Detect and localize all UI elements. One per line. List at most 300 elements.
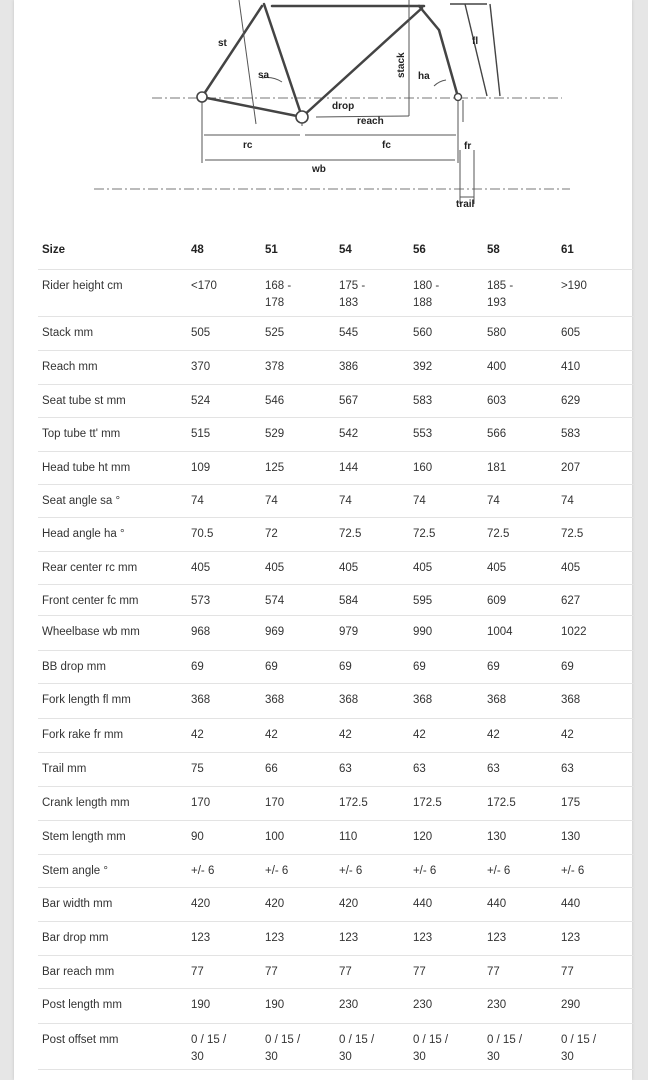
row-value (265, 269, 339, 316)
row-value (561, 752, 635, 786)
value-line: 77 (338, 965, 352, 978)
row-value (191, 484, 265, 517)
value-line: 175 - (338, 279, 366, 292)
row-value (191, 887, 265, 921)
row-label: Fork length fl mm (38, 683, 191, 718)
row-value (191, 820, 265, 854)
row-value (413, 786, 487, 820)
value-line: +/- 6 (486, 864, 511, 877)
row-value (413, 854, 487, 887)
value-line: 0 / 15 / (191, 1033, 227, 1046)
row-value (413, 451, 487, 484)
value-line: 170 (191, 796, 211, 809)
row-value (413, 584, 487, 615)
value-line: 400 (486, 360, 507, 373)
value-line: 969 (265, 625, 285, 638)
table-row (38, 350, 635, 384)
row-value (339, 854, 413, 887)
row-value (561, 988, 635, 1023)
value-line: 74 (560, 494, 574, 507)
value-line: 410 (560, 360, 581, 373)
value-line: 524 (191, 394, 211, 407)
row-value (487, 615, 561, 650)
value-line: 405 (560, 561, 581, 574)
table-row (38, 650, 635, 683)
value-line: 69 (412, 660, 426, 673)
value-line: 160 (412, 461, 433, 474)
value-line: 72.5 (486, 527, 510, 540)
value-line: 63 (412, 762, 426, 775)
header-size-58: 58 (487, 233, 561, 269)
row-value (191, 417, 265, 451)
table-row (38, 484, 635, 517)
value-line: 420 (338, 897, 359, 910)
row-value (265, 551, 339, 584)
value-line: 990 (412, 625, 433, 638)
diagram-label-trail: trail (456, 199, 475, 210)
row-value (413, 417, 487, 451)
table-row (38, 451, 635, 484)
row-value (191, 921, 265, 955)
table-row (38, 955, 635, 988)
table-row (38, 269, 635, 316)
row-value (413, 484, 487, 517)
value-line: 515 (191, 427, 211, 440)
table-row (38, 752, 635, 786)
row-value (191, 584, 265, 615)
value-line: 42 (486, 728, 500, 741)
value-line: 69 (338, 660, 352, 673)
row-value (339, 350, 413, 384)
value-line: 72 (265, 527, 278, 540)
row-label: Rider height cm (38, 269, 191, 316)
value-line: 109 (191, 461, 211, 474)
value-line: 77 (412, 965, 426, 978)
value-line: 123 (560, 931, 581, 944)
value-line: 42 (191, 728, 204, 741)
value-line: 368 (560, 693, 581, 706)
row-value (487, 718, 561, 752)
value-line: 69 (265, 660, 278, 673)
row-value (487, 551, 561, 584)
row-value (413, 316, 487, 350)
row-value (561, 1023, 635, 1069)
table-row (38, 1023, 635, 1069)
value-line: 560 (412, 326, 433, 339)
row-value (413, 921, 487, 955)
table-row (38, 854, 635, 887)
row-value (561, 718, 635, 752)
value-line: 290 (560, 998, 581, 1011)
row-value (339, 718, 413, 752)
value-line: 69 (191, 660, 204, 673)
value-line: 69 (486, 660, 500, 673)
value-line: 566 (486, 427, 507, 440)
row-value (487, 417, 561, 451)
table-body (38, 269, 635, 1069)
value-line: 125 (265, 461, 285, 474)
value-line: +/- 6 (338, 864, 363, 877)
row-value (339, 820, 413, 854)
value-line: 190 (191, 998, 211, 1011)
row-label: Bar width mm (38, 887, 191, 921)
row-label: Fork rake fr mm (38, 718, 191, 752)
table-row (38, 384, 635, 417)
row-value (487, 752, 561, 786)
frame-geometry-diagram (14, 0, 632, 228)
diagram-label-stack: stack (396, 52, 407, 78)
row-value (413, 718, 487, 752)
row-value (191, 786, 265, 820)
row-value (339, 752, 413, 786)
value-line: 74 (486, 494, 500, 507)
value-line: 370 (191, 360, 211, 373)
row-value (413, 887, 487, 921)
row-value (191, 551, 265, 584)
value-line: 30 (338, 1050, 352, 1063)
row-value (487, 269, 561, 316)
row-value (191, 269, 265, 316)
row-label: Bar drop mm (38, 921, 191, 955)
row-value (561, 887, 635, 921)
row-value (487, 683, 561, 718)
value-line: 172.5 (412, 796, 442, 809)
diagram-label-fc: fc (382, 140, 391, 151)
header-size-54: 54 (339, 233, 413, 269)
value-line: 120 (412, 830, 433, 843)
value-line: 584 (338, 594, 359, 607)
row-value (487, 316, 561, 350)
row-label: Stem length mm (38, 820, 191, 854)
row-value (487, 384, 561, 417)
table-row (38, 584, 635, 615)
row-value (265, 350, 339, 384)
row-value (561, 615, 635, 650)
value-line: 605 (560, 326, 581, 339)
row-value (339, 683, 413, 718)
value-line: 392 (412, 360, 433, 373)
row-value (561, 350, 635, 384)
geometry-table (38, 233, 635, 1070)
value-line: 230 (412, 998, 433, 1011)
value-line: 368 (191, 693, 211, 706)
diagram-label-sa: sa (258, 70, 270, 81)
row-value (487, 484, 561, 517)
row-value (413, 683, 487, 718)
value-line: 0 / 15 / (560, 1033, 597, 1046)
row-value (487, 517, 561, 551)
value-line: 609 (486, 594, 507, 607)
value-line: 0 / 15 / (412, 1033, 449, 1046)
header-size-61: 61 (561, 233, 635, 269)
header-size-label: Size (38, 233, 191, 269)
value-line: 130 (486, 830, 507, 843)
value-line: 546 (265, 394, 285, 407)
row-value (265, 887, 339, 921)
value-line: 110 (338, 830, 358, 843)
row-value (265, 988, 339, 1023)
row-value (339, 584, 413, 615)
value-line: 74 (191, 494, 204, 507)
value-line: 63 (338, 762, 352, 775)
value-line: 529 (265, 427, 285, 440)
row-value (265, 820, 339, 854)
row-value (265, 683, 339, 718)
row-value (265, 384, 339, 417)
table-header-row (38, 233, 635, 269)
row-value (339, 887, 413, 921)
row-value (561, 451, 635, 484)
value-line: 72.5 (560, 527, 584, 540)
row-label: Wheelbase wb mm (38, 615, 191, 650)
row-value (265, 584, 339, 615)
row-value (413, 615, 487, 650)
value-line: 30 (412, 1050, 426, 1063)
value-line: 368 (412, 693, 433, 706)
value-line: 386 (338, 360, 359, 373)
row-label: Trail mm (38, 752, 191, 786)
value-line: 979 (338, 625, 359, 638)
row-value (339, 316, 413, 350)
row-value (561, 316, 635, 350)
header-size-56: 56 (413, 233, 487, 269)
row-value (191, 955, 265, 988)
table-row (38, 316, 635, 350)
row-value (561, 584, 635, 615)
value-line: 567 (338, 394, 359, 407)
table-row (38, 820, 635, 854)
row-value (265, 417, 339, 451)
diagram-label-drop: drop (332, 101, 355, 112)
row-value (561, 683, 635, 718)
row-value (265, 650, 339, 683)
row-label: Stem angle ° (38, 854, 191, 887)
row-value (487, 650, 561, 683)
value-line: 188 (412, 296, 433, 309)
row-value (339, 451, 413, 484)
value-line: 368 (486, 693, 507, 706)
value-line: 42 (412, 728, 426, 741)
diagram-label-rc: rc (243, 140, 253, 151)
value-line: 100 (265, 830, 285, 843)
row-value (561, 650, 635, 683)
diagram-label-fl: fl (472, 36, 479, 47)
row-value (265, 484, 339, 517)
value-line: 405 (338, 561, 359, 574)
row-value (265, 786, 339, 820)
diagram-label-ha: ha (418, 71, 430, 82)
row-value (191, 650, 265, 683)
row-label: Seat tube st mm (38, 384, 191, 417)
row-value (413, 551, 487, 584)
row-value (191, 350, 265, 384)
row-value (487, 350, 561, 384)
value-line: 574 (265, 594, 285, 607)
value-line: 42 (338, 728, 352, 741)
value-line: 77 (191, 965, 204, 978)
value-line: 180 - (412, 279, 440, 292)
diagram-label-st: st (218, 38, 227, 49)
header-size-48: 48 (191, 233, 265, 269)
row-value (191, 384, 265, 417)
row-value (561, 955, 635, 988)
table-row (38, 887, 635, 921)
value-line: 583 (412, 394, 433, 407)
value-line: 75 (191, 762, 204, 775)
table-row (38, 988, 635, 1023)
row-value (339, 955, 413, 988)
row-value (561, 551, 635, 584)
row-value (191, 451, 265, 484)
value-line: 1022 (560, 625, 587, 638)
value-line: +/- 6 (412, 864, 437, 877)
value-line: 172.5 (338, 796, 368, 809)
row-label: Head tube ht mm (38, 451, 191, 484)
value-line: 230 (486, 998, 507, 1011)
row-value (413, 988, 487, 1023)
row-value (413, 752, 487, 786)
row-value (561, 269, 635, 316)
value-line: 368 (265, 693, 285, 706)
value-line: 144 (338, 461, 359, 474)
row-value (487, 887, 561, 921)
value-line: 183 (338, 296, 359, 309)
row-value (191, 988, 265, 1023)
row-value (339, 551, 413, 584)
value-line: 207 (560, 461, 581, 474)
row-value (561, 517, 635, 551)
row-value (561, 384, 635, 417)
value-line: 42 (265, 728, 278, 741)
row-label: Reach mm (38, 350, 191, 384)
row-value (339, 650, 413, 683)
row-value (561, 854, 635, 887)
value-line: 583 (560, 427, 581, 440)
value-line: 172.5 (486, 796, 516, 809)
value-line: 74 (265, 494, 278, 507)
row-value (339, 921, 413, 955)
row-label: Rear center rc mm (38, 551, 191, 584)
value-line: 545 (338, 326, 359, 339)
row-value (191, 854, 265, 887)
table-row (38, 683, 635, 718)
value-line: 77 (486, 965, 500, 978)
row-value (561, 417, 635, 451)
row-label: Top tube tt' mm (38, 417, 191, 451)
row-value (191, 517, 265, 551)
value-line: <170 (191, 279, 217, 292)
value-line: 178 (265, 296, 285, 309)
row-value (265, 752, 339, 786)
value-line: 190 (265, 998, 285, 1011)
row-value (487, 584, 561, 615)
value-line: 123 (486, 931, 507, 944)
value-line: 542 (338, 427, 359, 440)
table-row (38, 417, 635, 451)
value-line: 175 (560, 796, 581, 809)
value-line: 0 / 15 / (486, 1033, 523, 1046)
diagram-label-wb: wb (312, 164, 326, 175)
diagram-label-fr: fr (464, 141, 472, 152)
row-label: Head angle ha ° (38, 517, 191, 551)
value-line: 77 (560, 965, 574, 978)
row-value (413, 820, 487, 854)
value-line: 130 (560, 830, 581, 843)
value-line: 230 (338, 998, 359, 1011)
value-line: 420 (191, 897, 211, 910)
table-row (38, 517, 635, 551)
value-line: 69 (560, 660, 574, 673)
row-value (265, 615, 339, 650)
row-value (487, 988, 561, 1023)
row-value (191, 1023, 265, 1069)
value-line: 63 (486, 762, 500, 775)
row-value (265, 451, 339, 484)
row-value (561, 921, 635, 955)
row-value (339, 517, 413, 551)
value-line: >190 (560, 279, 587, 292)
row-value (413, 350, 487, 384)
table-row (38, 551, 635, 584)
row-value (191, 718, 265, 752)
value-line: 74 (412, 494, 426, 507)
row-value (265, 1023, 339, 1069)
value-line: 77 (265, 965, 278, 978)
value-line: 70.5 (191, 527, 214, 540)
row-label: Post offset mm (38, 1023, 191, 1069)
row-value (413, 384, 487, 417)
row-value (265, 854, 339, 887)
value-line: 1004 (486, 625, 513, 638)
row-value (487, 1023, 561, 1069)
row-value (265, 921, 339, 955)
value-line: 30 (265, 1050, 278, 1063)
row-value (265, 718, 339, 752)
value-line: 170 (265, 796, 285, 809)
row-value (339, 484, 413, 517)
value-line: 629 (560, 394, 581, 407)
value-line: +/- 6 (191, 864, 215, 877)
row-label: Seat angle sa ° (38, 484, 191, 517)
table-row (38, 615, 635, 650)
value-line: 440 (486, 897, 507, 910)
value-line: 0 / 15 / (265, 1033, 301, 1046)
value-line: 595 (412, 594, 433, 607)
row-value (487, 786, 561, 820)
value-line: 525 (265, 326, 285, 339)
row-value (487, 921, 561, 955)
value-line: 420 (265, 897, 285, 910)
row-value (191, 683, 265, 718)
header-size-51: 51 (265, 233, 339, 269)
value-line: 90 (191, 830, 204, 843)
row-value (413, 269, 487, 316)
row-value (561, 820, 635, 854)
row-value (191, 752, 265, 786)
row-value (487, 820, 561, 854)
value-line: 72.5 (338, 527, 362, 540)
row-value (487, 955, 561, 988)
row-value (339, 786, 413, 820)
value-line: 405 (191, 561, 211, 574)
row-value (413, 1023, 487, 1069)
table-row (38, 786, 635, 820)
row-value (413, 517, 487, 551)
value-line: 440 (412, 897, 433, 910)
value-line: 368 (338, 693, 359, 706)
row-value (339, 615, 413, 650)
row-value (265, 517, 339, 551)
